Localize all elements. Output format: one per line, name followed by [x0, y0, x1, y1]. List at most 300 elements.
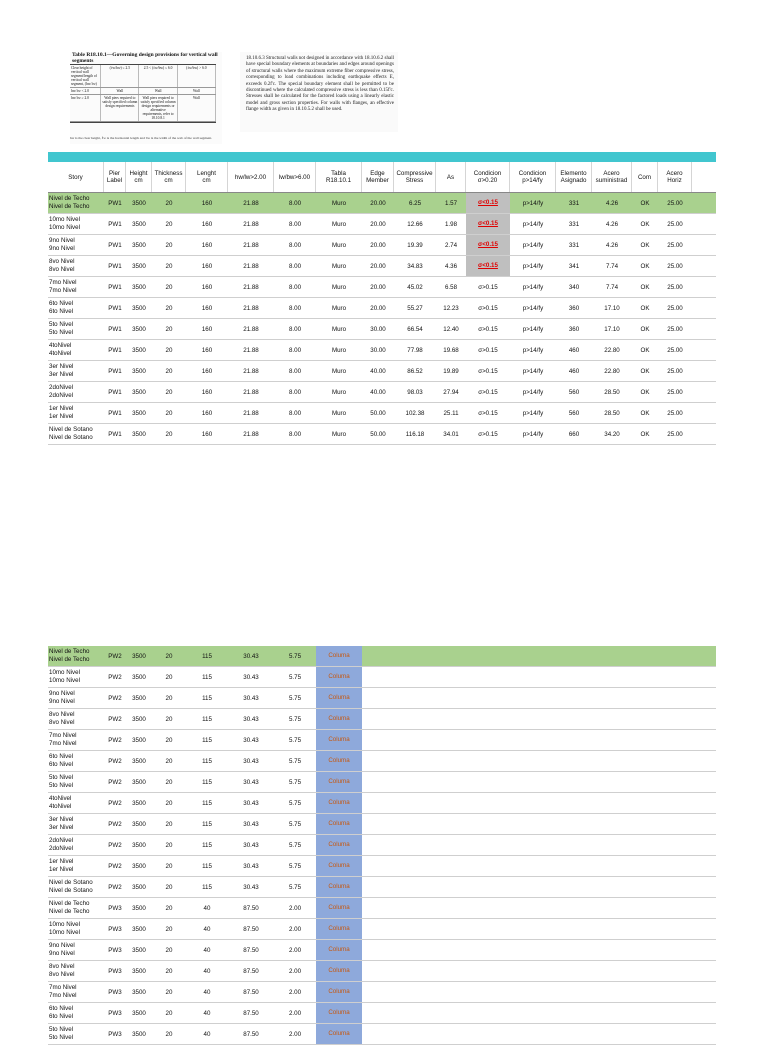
com-cell: OK [640, 430, 650, 438]
story-cell [48, 837, 104, 853]
code-mini-cell: Wall piers required to satisfy specified column design requirements [101, 95, 139, 121]
pier-cell: PW1 [108, 367, 122, 375]
acero-cell: 28.50 [604, 409, 620, 417]
story-cell [48, 732, 104, 748]
column-header-line: Pier [108, 170, 120, 177]
cond2-cell: p>14/fy [522, 199, 544, 207]
column-header-line: Tabla [331, 170, 346, 177]
horiz-cell: 25.00 [667, 409, 683, 417]
column-header-line: hw/lw>2.00 [234, 173, 267, 181]
condition-cell [466, 431, 510, 438]
pier-cell: PW2 [108, 736, 122, 744]
story-cell [48, 900, 104, 916]
horiz-cell: 25.00 [667, 304, 683, 312]
thk-cell: 20 [165, 262, 173, 270]
pier-cell: PW3 [108, 1030, 122, 1038]
pier-cell: PW1 [108, 430, 122, 438]
hw-cell: 30.43 [243, 841, 259, 849]
pier-cell: PW1 [108, 325, 122, 333]
table-body [48, 646, 716, 1045]
pier-cell: PW1 [108, 262, 122, 270]
hw-cell: 21.88 [243, 346, 259, 354]
condition-value: σ>0.15 [478, 304, 498, 312]
elem-cell: 331 [568, 241, 580, 249]
story-label-repeat: Nivel de Sotano [49, 434, 93, 441]
height-cell: 3500 [132, 283, 146, 291]
story-label: Nivel de Techo [49, 195, 90, 202]
horiz-cell: 25.00 [667, 241, 683, 249]
tabla-cell: Muro [331, 262, 347, 270]
condition-cell [466, 284, 510, 291]
hw-cell: 30.43 [243, 694, 259, 702]
column-header-unit: σ>0.20 [477, 177, 498, 184]
column-header-unit: cm [134, 177, 143, 184]
story-label: 7mo Nivel [49, 732, 77, 739]
height-cell: 3500 [132, 757, 146, 765]
column-header-line: Edge [370, 170, 385, 177]
lw-cell: 8.00 [288, 220, 302, 228]
table-row [48, 361, 716, 382]
story-cell [48, 648, 104, 664]
hw-cell: 87.50 [243, 988, 259, 996]
story-label: 9no Nivel [49, 690, 75, 697]
pier-cell: PW2 [108, 841, 122, 849]
column-header-unit: suministrad [595, 177, 628, 184]
lw-cell: 8.00 [288, 388, 302, 396]
edge-cell: 50.00 [370, 430, 386, 438]
hw-cell: 21.88 [243, 241, 259, 249]
lw-cell: 5.75 [288, 778, 302, 786]
thk-cell: 20 [165, 820, 173, 828]
height-cell: 3500 [132, 409, 146, 417]
column-header-line: Lenght [197, 170, 216, 177]
story-label-repeat: 2doNivel [49, 845, 74, 852]
hw-cell: 30.43 [243, 778, 259, 786]
cond2-cell: p>14/fy [522, 220, 544, 228]
thk-cell: 20 [165, 1009, 173, 1017]
len-cell: 40 [203, 925, 211, 933]
as-cell: 6.58 [444, 283, 458, 291]
acero-cell: 4.26 [605, 220, 619, 228]
condition-value: σ>0.15 [478, 283, 498, 291]
as-cell: 2.74 [444, 241, 458, 249]
tabla-cell: Muro [331, 325, 347, 333]
height-cell: 3500 [132, 1009, 146, 1017]
story-label: 4toNivel [49, 342, 72, 349]
table-row [48, 1024, 716, 1045]
height-cell: 3500 [132, 430, 146, 438]
height-cell: 3500 [132, 967, 146, 975]
story-label-repeat: 8vo Nivel [49, 971, 75, 978]
column-header [394, 162, 436, 192]
len-cell: 40 [203, 967, 211, 975]
pier-cell: PW1 [108, 304, 122, 312]
hw-cell: 21.88 [243, 199, 259, 207]
column-header-line: Story [68, 173, 83, 181]
hw-cell: 21.88 [243, 409, 259, 417]
tabla-cell: Muro [331, 346, 347, 354]
tabla-cell: Columa [316, 898, 362, 918]
column-header [466, 162, 510, 192]
story-label: 6to Nivel [49, 753, 74, 760]
column-header [48, 162, 104, 192]
thk-cell: 20 [165, 841, 173, 849]
as-cell: 4.36 [444, 262, 458, 270]
table-row [48, 877, 716, 898]
story-cell [48, 237, 104, 253]
thk-cell: 20 [165, 988, 173, 996]
hw-cell: 87.50 [243, 1030, 259, 1038]
story-label: 6to Nivel [49, 300, 74, 307]
story-cell [48, 1026, 104, 1042]
edge-cell: 20.00 [370, 241, 386, 249]
com-cell: OK [640, 283, 650, 291]
horiz-cell: 25.00 [667, 346, 683, 354]
story-cell [48, 195, 104, 211]
horiz-cell: 25.00 [667, 430, 683, 438]
story-label-repeat: 6to Nivel [49, 1013, 74, 1020]
as-cell: 1.98 [444, 220, 458, 228]
story-label-repeat: 7mo Nivel [49, 287, 77, 294]
table-row [48, 298, 716, 319]
stress-cell: 86.52 [407, 367, 423, 375]
story-label-repeat: 6to Nivel [49, 308, 74, 315]
pier-cell: PW1 [108, 241, 122, 249]
hw-cell: 30.43 [243, 757, 259, 765]
column-header-line: Acero [666, 170, 683, 177]
table-row [48, 319, 716, 340]
story-label: Nivel de Sotano [49, 879, 93, 886]
len-cell: 115 [202, 862, 212, 870]
height-cell: 3500 [132, 841, 146, 849]
hw-cell: 21.88 [243, 325, 259, 333]
thk-cell: 20 [165, 220, 173, 228]
elem-cell: 560 [568, 409, 580, 417]
height-cell: 3500 [132, 388, 146, 396]
hw-cell: 30.43 [243, 820, 259, 828]
acero-cell: 4.26 [605, 241, 619, 249]
column-header-unit: Stress [405, 177, 424, 184]
len-cell: 160 [201, 283, 213, 291]
condition-value: σ>0.15 [478, 409, 498, 417]
story-label-repeat: 10mo Nivel [49, 224, 80, 231]
height-cell: 3500 [132, 883, 146, 891]
column-header [316, 162, 362, 192]
story-label-repeat: 8vo Nivel [49, 719, 75, 726]
height-cell: 3500 [132, 946, 146, 954]
story-cell [48, 711, 104, 727]
table-row [48, 1003, 716, 1024]
story-label: 10mo Nivel [49, 921, 80, 928]
stress-cell: 6.25 [408, 199, 422, 207]
tabla-cell: Columa [316, 856, 362, 876]
height-cell: 3500 [132, 241, 146, 249]
lw-cell: 2.00 [288, 988, 302, 996]
hw-cell: 21.88 [243, 367, 259, 375]
height-cell: 3500 [132, 862, 146, 870]
pier-cell: PW2 [108, 799, 122, 807]
table-row [48, 772, 716, 793]
edge-cell: 30.00 [370, 325, 386, 333]
story-cell [48, 774, 104, 790]
hw-cell: 30.43 [243, 715, 259, 723]
hw-cell: 87.50 [243, 925, 259, 933]
table-row [48, 919, 716, 940]
tabla-cell: Muro [331, 283, 347, 291]
stress-cell: 66.54 [407, 325, 423, 333]
story-label: 2doNivel [49, 837, 74, 844]
column-header-line: As [446, 173, 455, 181]
table-row [48, 646, 716, 667]
pier-cell: PW2 [108, 820, 122, 828]
story-label: 3er Nivel [49, 816, 74, 823]
story-label: 5to Nivel [49, 1026, 74, 1033]
len-cell: 160 [201, 241, 213, 249]
lw-cell: 2.00 [288, 904, 302, 912]
code-mini-cell: hw/ℓw < 2.0 [70, 88, 101, 94]
thk-cell: 20 [165, 799, 173, 807]
story-label-repeat: Nivel de Techo [49, 656, 90, 663]
edge-cell: 20.00 [370, 304, 386, 312]
code-mini-row [70, 95, 216, 122]
code-paragraph-excerpt [240, 52, 398, 132]
story-cell [48, 690, 104, 706]
story-label-repeat: 7mo Nivel [49, 992, 77, 999]
table-row [48, 424, 716, 445]
condition-value: σ<0.15 [478, 199, 498, 206]
hw-cell: 21.88 [243, 220, 259, 228]
lw-cell: 8.00 [288, 262, 302, 270]
as-cell: 27.94 [443, 388, 459, 396]
as-cell: 19.89 [443, 367, 459, 375]
column-header-line: Compressive [396, 170, 433, 177]
story-label-repeat: 7mo Nivel [49, 740, 77, 747]
condition-cell [466, 214, 510, 234]
condition-cell [466, 347, 510, 354]
code-mini-cell: (ℓw/bw) ≤ 2.5 [101, 65, 139, 87]
pier-cell: PW3 [108, 904, 122, 912]
table-row [48, 835, 716, 856]
story-cell [48, 921, 104, 937]
horiz-cell: 25.00 [667, 367, 683, 375]
table-row [48, 667, 716, 688]
column-header-unit: R18.10.1 [325, 177, 352, 184]
pier-cell: PW1 [108, 388, 122, 396]
table-row [48, 730, 716, 751]
thk-cell: 20 [165, 367, 173, 375]
story-label-repeat: 10mo Nivel [49, 677, 80, 684]
hw-cell: 21.88 [243, 430, 259, 438]
story-label: 8vo Nivel [49, 711, 75, 718]
column-header [632, 162, 658, 192]
table-row [48, 382, 716, 403]
hw-cell: 87.50 [243, 1009, 259, 1017]
lw-cell: 8.00 [288, 346, 302, 354]
code-mini-cell: Wall [139, 88, 177, 94]
height-cell: 3500 [132, 988, 146, 996]
tabla-cell: Muro [331, 409, 347, 417]
story-label: 10mo Nivel [49, 216, 80, 223]
column-header-line: Condicion [518, 170, 547, 177]
lw-cell: 5.75 [288, 841, 302, 849]
len-cell: 160 [201, 262, 213, 270]
table-row [48, 235, 716, 256]
story-label: Nivel de Techo [49, 648, 90, 655]
edge-cell: 40.00 [370, 367, 386, 375]
cond2-cell: p>14/fy [522, 346, 544, 354]
lw-cell: 8.00 [288, 241, 302, 249]
column-header [152, 162, 186, 192]
tabla-cell: Columa [316, 940, 362, 960]
len-cell: 115 [202, 673, 212, 681]
thk-cell: 20 [165, 694, 173, 702]
hw-cell: 30.43 [243, 652, 259, 660]
column-header [362, 162, 394, 192]
story-cell [48, 816, 104, 832]
cond2-cell: p>14/fy [522, 304, 544, 312]
elem-cell: 360 [568, 304, 580, 312]
len-cell: 115 [202, 820, 212, 828]
len-cell: 40 [203, 1009, 211, 1017]
pier-cell: PW2 [108, 673, 122, 681]
acero-cell: 34.20 [604, 430, 620, 438]
hw-cell: 87.50 [243, 946, 259, 954]
story-label: 1er Nivel [49, 858, 74, 865]
hw-cell: 87.50 [243, 904, 259, 912]
story-label-repeat: 4toNivel [49, 803, 72, 810]
horiz-cell: 25.00 [667, 220, 683, 228]
pier-cell: PW1 [108, 199, 122, 207]
cond2-cell: p>14/fy [522, 430, 544, 438]
column-header-line: lw/bw>6.00 [278, 173, 311, 181]
thk-cell: 20 [165, 409, 173, 417]
pier-cell: PW3 [108, 967, 122, 975]
tabla-cell: Columa [316, 1024, 362, 1044]
condition-cell [466, 368, 510, 375]
pier-cell: PW3 [108, 1009, 122, 1017]
column-header-unit: Horiz [667, 177, 682, 184]
com-cell: OK [640, 346, 650, 354]
edge-cell: 40.00 [370, 388, 386, 396]
table-row [48, 898, 716, 919]
column-header-unit: p>14/fy [522, 177, 543, 184]
lw-cell: 5.75 [288, 694, 302, 702]
table-row [48, 214, 716, 235]
tabla-cell: Muro [331, 430, 347, 438]
pier-cell: PW1 [108, 220, 122, 228]
code-mini-row [70, 88, 216, 95]
height-cell: 3500 [132, 262, 146, 270]
story-label-repeat: 5to Nivel [49, 329, 74, 336]
condition-value: σ>0.15 [478, 346, 498, 354]
story-label: 5to Nivel [49, 321, 74, 328]
lw-cell: 2.00 [288, 1030, 302, 1038]
tabla-cell: Columa [316, 919, 362, 939]
column-check-table [48, 646, 716, 1045]
com-cell: OK [640, 241, 650, 249]
pier-cell: PW3 [108, 946, 122, 954]
condition-value: σ>0.15 [478, 367, 498, 375]
story-label: Nivel de Sotano [49, 426, 93, 433]
pier-cell: PW2 [108, 862, 122, 870]
thk-cell: 20 [165, 946, 173, 954]
hw-cell: 21.88 [243, 283, 259, 291]
lw-cell: 5.75 [288, 757, 302, 765]
elem-cell: 660 [568, 430, 580, 438]
hw-cell: 30.43 [243, 883, 259, 891]
height-cell: 3500 [132, 925, 146, 933]
table-row [48, 340, 716, 361]
elem-cell: 331 [568, 199, 580, 207]
story-label: 10mo Nivel [49, 669, 80, 676]
acero-cell: 7.74 [605, 262, 619, 270]
elem-cell: 340 [568, 283, 580, 291]
story-cell [48, 363, 104, 379]
horiz-cell: 25.00 [667, 283, 683, 291]
thk-cell: 20 [165, 346, 173, 354]
thk-cell: 20 [165, 715, 173, 723]
story-label: Nivel de Techo [49, 900, 90, 907]
story-cell [48, 321, 104, 337]
lw-cell: 2.00 [288, 925, 302, 933]
tabla-cell: Columa [316, 793, 362, 813]
story-label: 9no Nivel [49, 942, 75, 949]
wall-design-table [48, 152, 716, 445]
column-header [592, 162, 632, 192]
story-label-repeat: 9no Nivel [49, 245, 75, 252]
com-cell: OK [640, 220, 650, 228]
cond2-cell: p>14/fy [522, 367, 544, 375]
story-label: 8vo Nivel [49, 258, 75, 265]
com-cell: OK [640, 262, 650, 270]
code-paragraph: 18.10.6.3 Structural walls not designed in accordance with 18.10.6.2 shall have special boundary elements at boundaries and edges around openings of structural walls where the maximum extreme fiber compressive stress, corresponding to load combinations including earthquake effects E, exceeds 0.2f'c. The special boundary element shall be permitted to be discontinued where the calculated compressive stress is less than 0.15f'c. Stresses shall be calculated for the factored loads using a linearly elastic model and gross section properties. For walls with flanges, an effective flange width as given in 18.10.5.2 shall be used. [246, 56, 394, 113]
story-cell [48, 216, 104, 232]
code-mini-cell: Clear height of vertical wall segment/length of vertical wall segment, (hw/ℓw) [70, 65, 101, 87]
thk-cell: 20 [165, 904, 173, 912]
story-label-repeat: 2doNivel [49, 392, 74, 399]
condition-cell [466, 410, 510, 417]
story-cell [48, 858, 104, 874]
story-label-repeat: 10mo Nivel [49, 929, 80, 936]
as-cell: 1.57 [444, 199, 458, 207]
horiz-cell: 25.00 [667, 388, 683, 396]
tabla-cell: Columa [316, 688, 362, 708]
table-row [48, 709, 716, 730]
tabla-cell: Columa [316, 667, 362, 687]
story-cell [48, 795, 104, 811]
height-cell: 3500 [132, 304, 146, 312]
story-cell [48, 279, 104, 295]
thk-cell: 20 [165, 1030, 173, 1038]
story-cell [48, 942, 104, 958]
column-header [436, 162, 466, 192]
pier-cell: PW2 [108, 757, 122, 765]
tabla-cell: Columa [316, 961, 362, 981]
len-cell: 40 [203, 1030, 211, 1038]
code-mini-cell: Wall piers required to satisfy specified column design requirements or alternative requirements, refer to 18.10.8.1 [139, 95, 177, 121]
hw-cell: 30.43 [243, 862, 259, 870]
tabla-cell: Columa [316, 751, 362, 771]
as-cell: 19.68 [443, 346, 459, 354]
hw-cell: 87.50 [243, 967, 259, 975]
story-cell [48, 300, 104, 316]
thk-cell: 20 [165, 283, 173, 291]
height-cell: 3500 [132, 715, 146, 723]
pier-cell: PW2 [108, 652, 122, 660]
pier-cell: PW3 [108, 988, 122, 996]
hw-cell: 30.43 [243, 736, 259, 744]
com-cell: OK [640, 388, 650, 396]
